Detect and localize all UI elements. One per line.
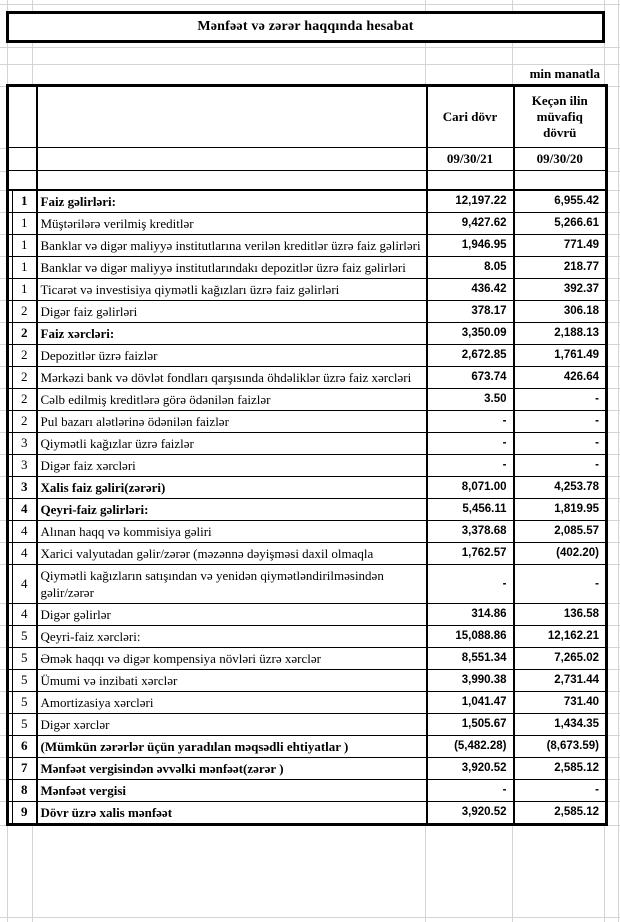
- gridline: [606, 86, 620, 87]
- previous-period-value-cell: 392.37: [514, 278, 607, 300]
- table-row: [8, 691, 607, 713]
- table-row: [8, 669, 607, 691]
- row-number-header-cell: [13, 86, 37, 148]
- previous-period-value-cell: 306.18: [514, 300, 607, 322]
- row-label-cell: Mənfəət vergisindən əvvəlki mənfəət(zərər ): [37, 757, 427, 779]
- gridline: [0, 917, 620, 918]
- row-label-cell: Digər xərclər: [37, 713, 427, 735]
- empty-cell: [37, 171, 427, 190]
- previous-period-value-cell: 2,585.12: [514, 757, 607, 779]
- gridline: [606, 735, 620, 736]
- gridline: [606, 691, 620, 692]
- row-number-cell: 5: [13, 669, 37, 691]
- table-row: [8, 454, 607, 476]
- table-row: [8, 603, 607, 625]
- table-row: [8, 647, 607, 669]
- gridline: [606, 366, 620, 367]
- table-row: [8, 366, 607, 388]
- previous-period-value-cell: 1,819.95: [514, 498, 607, 520]
- row-label-cell: Banklar və digər maliyyə institutlarındakı depozitlər üzrə faiz gəlirləri: [37, 256, 427, 278]
- previous-period-value-cell: 6,955.42: [514, 190, 607, 213]
- current-period-value-cell: 1,946.95: [427, 234, 514, 256]
- gridline: [606, 647, 620, 648]
- gridline: [606, 344, 620, 345]
- row-label-cell: Faiz xərcləri:: [37, 322, 427, 344]
- row-number-cell: 2: [13, 388, 37, 410]
- current-period-value-cell: -: [427, 454, 514, 476]
- table-row: [8, 713, 607, 735]
- gridline: [606, 713, 620, 714]
- table-row: [8, 801, 607, 824]
- table-row: [8, 278, 607, 300]
- current-period-value-cell: 5,456.11: [427, 498, 514, 520]
- column-header-current-period: Cari dövr: [427, 86, 514, 148]
- row-number-cell: 9: [13, 801, 37, 824]
- table-row: [8, 256, 607, 278]
- table-row: [8, 476, 607, 498]
- current-period-value-cell: 9,427.62: [427, 212, 514, 234]
- current-period-value-cell: 673.74: [427, 366, 514, 388]
- previous-period-value-cell: -: [514, 410, 607, 432]
- previous-period-value-cell: 4,253.78: [514, 476, 607, 498]
- gridline: [606, 454, 620, 455]
- empty-cell: [37, 148, 427, 171]
- row-label-cell: Digər faiz gəlirləri: [37, 300, 427, 322]
- empty-cell: [13, 171, 37, 190]
- previous-period-value-cell: -: [514, 432, 607, 454]
- row-label-cell: Banklar və digər maliyyə institutlarına verilən kreditlər üzrə faiz gəlirləri: [37, 234, 427, 256]
- empty-cell: [514, 171, 607, 190]
- previous-period-value-cell: 218.77: [514, 256, 607, 278]
- gridline: [606, 171, 620, 172]
- column-header-previous-period: Keçən ilin müvafiq dövrü: [514, 86, 607, 148]
- table-row: [8, 212, 607, 234]
- gridline: [606, 520, 620, 521]
- row-label-cell: (Mümkün zərərlər üçün yaradılan məqsədli ehtiyatlar ): [37, 735, 427, 757]
- gridline: [606, 564, 620, 565]
- previous-period-value-cell: 2,585.12: [514, 801, 607, 824]
- row-number-cell: 3: [13, 432, 37, 454]
- table-row: [8, 520, 607, 542]
- table-row: [8, 625, 607, 647]
- row-number-cell: 5: [13, 625, 37, 647]
- row-number-cell: 2: [13, 300, 37, 322]
- report-title: Mənfəət və zərər haqqında hesabat: [197, 19, 414, 34]
- current-period-date: 09/30/21: [427, 148, 514, 171]
- table-row: [8, 432, 607, 454]
- row-label-cell: Faiz gəlirləri:: [37, 190, 427, 213]
- current-period-value-cell: 8.05: [427, 256, 514, 278]
- row-label-cell: Qiymətli kağızlar üzrə faizlər: [37, 432, 427, 454]
- table-row: [8, 300, 607, 322]
- row-number-cell: 6: [13, 735, 37, 757]
- gridline: [606, 388, 620, 389]
- row-label-cell: Müştərilərə verilmiş kreditlər: [37, 212, 427, 234]
- table-row: [8, 564, 607, 603]
- gridline: [606, 410, 620, 411]
- gridline: [606, 542, 620, 543]
- previous-period-value-cell: (8,673.59): [514, 735, 607, 757]
- gridline: [606, 825, 620, 826]
- row-number-cell: 4: [13, 564, 37, 603]
- row-number-cell: 4: [13, 498, 37, 520]
- previous-period-value-cell: 731.40: [514, 691, 607, 713]
- table-row: [8, 779, 607, 801]
- gridline: [618, 0, 619, 922]
- previous-period-value-cell: 426.64: [514, 366, 607, 388]
- current-period-value-cell: -: [427, 432, 514, 454]
- row-label-cell: Qeyri-faiz xərcləri:: [37, 625, 427, 647]
- previous-period-date: 09/30/20: [514, 148, 607, 171]
- gridline: [606, 603, 620, 604]
- previous-period-value-cell: 771.49: [514, 234, 607, 256]
- row-number-cell: 1: [13, 278, 37, 300]
- row-label-cell: Dövr üzrə xalis mənfəət: [37, 801, 427, 824]
- gridline: [606, 300, 620, 301]
- row-number-cell: 4: [13, 520, 37, 542]
- table-header-row: [8, 86, 607, 148]
- row-number-cell: 4: [13, 542, 37, 564]
- gridline: [606, 148, 620, 149]
- previous-period-value-cell: 2,188.13: [514, 322, 607, 344]
- table-row: [8, 234, 607, 256]
- current-period-value-cell: 3,350.09: [427, 322, 514, 344]
- row-number-cell: 4: [13, 603, 37, 625]
- previous-period-value-cell: 1,761.49: [514, 344, 607, 366]
- current-period-value-cell: -: [427, 779, 514, 801]
- gridline: [606, 234, 620, 235]
- current-period-value-cell: 12,197.22: [427, 190, 514, 213]
- row-number-cell: 3: [13, 454, 37, 476]
- current-period-value-cell: 8,551.34: [427, 647, 514, 669]
- current-period-value-cell: 3,990.38: [427, 669, 514, 691]
- gridline: [606, 779, 620, 780]
- current-period-value-cell: 1,505.67: [427, 713, 514, 735]
- current-period-value-cell: 3.50: [427, 388, 514, 410]
- gridline: [606, 432, 620, 433]
- current-period-value-cell: 378.17: [427, 300, 514, 322]
- previous-period-value-cell: -: [514, 779, 607, 801]
- row-number-cell: 2: [13, 344, 37, 366]
- previous-period-value-cell: -: [514, 564, 607, 603]
- current-period-value-cell: 436.42: [427, 278, 514, 300]
- previous-period-value-cell: 2,085.57: [514, 520, 607, 542]
- row-label-cell: Digər gəlirlər: [37, 603, 427, 625]
- previous-period-value-cell: 2,731.44: [514, 669, 607, 691]
- row-label-cell: Əmək haqqı və digər kompensiya növləri üzrə xərclər: [37, 647, 427, 669]
- unit-note-label: min manatla: [529, 66, 600, 81]
- row-number-cell: 5: [13, 647, 37, 669]
- row-label-cell: Pul bazarı alətlərinə ödənilən faizlər: [37, 410, 427, 432]
- table-row: [8, 322, 607, 344]
- gridline: [606, 278, 620, 279]
- row-label-cell: Depozitlər üzrə faizlər: [37, 344, 427, 366]
- previous-period-value-cell: (402.20): [514, 542, 607, 564]
- gridline: [606, 476, 620, 477]
- row-number-cell: 1: [13, 234, 37, 256]
- gridline: [606, 757, 620, 758]
- current-period-value-cell: 314.86: [427, 603, 514, 625]
- row-label-cell: Xarici valyutadan gəlir/zərər (məzənnə dəyişməsi daxil olmaqla: [37, 542, 427, 564]
- label-header-cell: [37, 86, 427, 148]
- row-number-cell: 2: [13, 366, 37, 388]
- table-row: [8, 757, 607, 779]
- row-label-cell: Alınan haqq və kommisiya gəliri: [37, 520, 427, 542]
- current-period-value-cell: 2,672.85: [427, 344, 514, 366]
- row-label-cell: Mənfəət vergisi: [37, 779, 427, 801]
- current-period-value-cell: 1,762.57: [427, 542, 514, 564]
- current-period-value-cell: 3,378.68: [427, 520, 514, 542]
- previous-period-value-cell: 136.58: [514, 603, 607, 625]
- empty-cell: [13, 148, 37, 171]
- current-period-value-cell: 15,088.86: [427, 625, 514, 647]
- gridline: [0, 47, 620, 48]
- table-blank-row: [8, 171, 607, 190]
- gridline: [606, 498, 620, 499]
- table-row: [8, 190, 607, 213]
- row-label-cell: Qiymətli kağızların satışından və yenidən qiymətləndirilməsindən gəlir/zərər: [37, 564, 427, 603]
- row-number-cell: 8: [13, 779, 37, 801]
- row-label-cell: Ümumi və inzibati xərclər: [37, 669, 427, 691]
- previous-period-value-cell: -: [514, 388, 607, 410]
- table-row: [8, 542, 607, 564]
- gridline: [606, 625, 620, 626]
- gridline: [606, 212, 620, 213]
- previous-period-value-cell: 1,434.35: [514, 713, 607, 735]
- report-title-box: [6, 11, 605, 43]
- previous-period-value-cell: 5,266.61: [514, 212, 607, 234]
- row-number-cell: 3: [13, 476, 37, 498]
- row-number-cell: 5: [13, 691, 37, 713]
- current-period-value-cell: 1,041.47: [427, 691, 514, 713]
- row-label-cell: Qeyri-faiz gəlirləri:: [37, 498, 427, 520]
- gridline: [606, 190, 620, 191]
- empty-cell: [427, 171, 514, 190]
- table-date-row: [8, 148, 607, 171]
- current-period-value-cell: 3,920.52: [427, 801, 514, 824]
- current-period-value-cell: (5,482.28): [427, 735, 514, 757]
- previous-period-value-cell: 7,265.02: [514, 647, 607, 669]
- table-row: [8, 388, 607, 410]
- row-label-cell: Ticarət və investisiya qiymətli kağızları üzrə faiz gəlirləri: [37, 278, 427, 300]
- current-period-value-cell: -: [427, 564, 514, 603]
- gridline: [606, 322, 620, 323]
- row-number-cell: 1: [13, 190, 37, 213]
- row-label-cell: Amortizasiya xərcləri: [37, 691, 427, 713]
- table-row: [8, 498, 607, 520]
- row-label-cell: Mərkəzi bank və dövlət fondları qarşısında öhdəliklər üzrə faiz xərcləri: [37, 366, 427, 388]
- table-row: [8, 735, 607, 757]
- row-label-cell: Xalis faiz gəliri(zərəri): [37, 476, 427, 498]
- row-label-cell: Cəlb edilmiş kreditlərə görə ödənilən faizlər: [37, 388, 427, 410]
- gridline: [606, 669, 620, 670]
- row-number-cell: 1: [13, 212, 37, 234]
- row-number-cell: 7: [13, 757, 37, 779]
- table-row: [8, 344, 607, 366]
- table-row: [8, 410, 607, 432]
- row-number-cell: 2: [13, 410, 37, 432]
- row-number-cell: 5: [13, 713, 37, 735]
- row-number-cell: 1: [13, 256, 37, 278]
- current-period-value-cell: 3,920.52: [427, 757, 514, 779]
- previous-period-value-cell: 12,162.21: [514, 625, 607, 647]
- gridline: [606, 801, 620, 802]
- current-period-value-cell: 8,071.00: [427, 476, 514, 498]
- gridline: [0, 4, 620, 5]
- row-label-cell: Digər faiz xərcləri: [37, 454, 427, 476]
- profit-loss-table: [6, 84, 608, 826]
- row-number-cell: 2: [13, 322, 37, 344]
- gridline: [606, 256, 620, 257]
- previous-period-value-cell: -: [514, 454, 607, 476]
- current-period-value-cell: -: [427, 410, 514, 432]
